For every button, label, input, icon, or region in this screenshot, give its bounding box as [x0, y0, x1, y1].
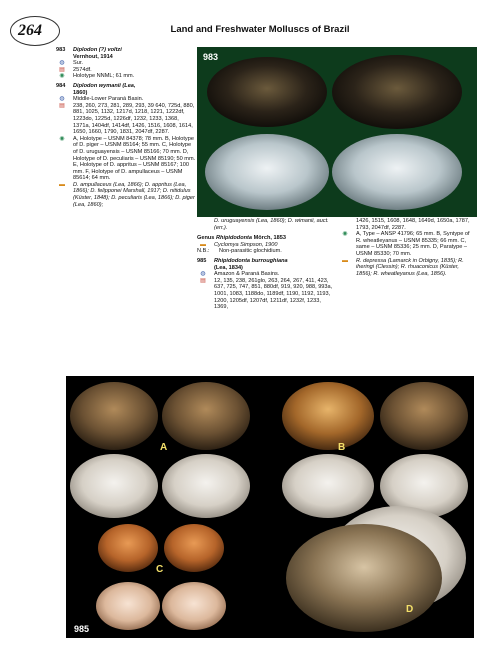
reference-continued: 1426, 1515, 1608, 1648, 1649d, 1650a, 1787, 1793, 2047df, 2287. — [356, 218, 470, 231]
shell-exterior-left — [207, 57, 327, 127]
distribution-text: Sur. — [73, 60, 83, 67]
shell-c-interior-left — [96, 582, 160, 630]
shell-a-interior-right — [162, 454, 250, 518]
entry-number: 983 — [56, 47, 66, 53]
synonym-line — [197, 242, 335, 249]
figure-letter-b: B — [338, 442, 346, 453]
synonym-line — [339, 258, 475, 278]
shell-a-exterior-right — [162, 382, 250, 450]
type-text: A, Type – ANSP 41796; 65 mm. B, Syntype of R. wheatleyanus – USNM 85335; 66 mm. C, same – USNM 85336; 25 mm. D, Paratype – USNM 85330; 70 mm. — [356, 231, 470, 257]
shell-a-interior-left — [70, 454, 158, 518]
entry-983-heading — [56, 47, 196, 54]
type-text: A, Holotype – USNM 84378; 78 mm. B, Holotype of D. piger – USNM 85164; 55 mm. C, Holotype of D. uruguayensis – USNM 85166; 70 mm. D, Holotype of D. peculiaris – USNM 85190; 50 mm. E, Holotype of D. appritus – USNM 85167; 100 mm. F, Holotype of D. ampullaceus – USNM 85614; 64 mm. — [73, 135, 196, 182]
globe-icon: ◍ — [59, 96, 65, 103]
type-line — [56, 136, 196, 182]
plate-number: 983 — [203, 52, 219, 62]
eye-icon: ◉ — [342, 231, 348, 238]
page-number: 264 — [18, 22, 42, 39]
synonym-icon: ▬ — [342, 257, 348, 264]
distribution-line — [197, 271, 335, 278]
genus-name: Rhipidodonta — [215, 235, 253, 242]
species-name: Diplodon wymanii (Lea, — [73, 82, 136, 89]
distribution-text: Amazon & Paraná Basins. — [214, 271, 280, 278]
figure-letter-a: A — [160, 442, 168, 453]
type-line — [339, 231, 475, 257]
text-column-middle — [197, 218, 335, 311]
shell-photo-983 — [197, 47, 477, 217]
distribution-text: Middle-Lower Paraná Basin. — [73, 96, 144, 103]
book-icon: ▤ — [59, 66, 65, 73]
entry-985-heading — [197, 258, 335, 265]
synonym-icon: ▬ — [200, 241, 206, 248]
eye-icon: ◉ — [59, 135, 65, 142]
shell-a-exterior-left — [70, 382, 158, 450]
entry-number: 985 — [197, 257, 207, 264]
note-label: N.B.: — [197, 248, 210, 255]
distribution-line — [56, 96, 196, 103]
genus-author: Mörch, 1853 — [253, 235, 286, 242]
page-number-badge — [10, 16, 60, 46]
shell-d-exterior — [286, 524, 442, 632]
genus-heading — [197, 235, 335, 242]
shell-photo-985 — [66, 376, 474, 638]
reference-line — [56, 103, 196, 136]
synonym-text: D. ampullaceus (Lea, 1866); D. appritus (Lea, 1866); D. felipponei Marshall, 1917; D. nitidulus (Küster, 1848); D. peculiaris (Lea, 1866); D. piger (Lea, 1860); — [73, 181, 195, 208]
shell-b-exterior-left — [282, 382, 374, 450]
book-title: Land and Freshwater Molluscs of Brazil — [170, 24, 350, 35]
globe-icon: ◍ — [59, 60, 65, 67]
shell-interior-right — [332, 134, 462, 210]
plate-983 — [197, 47, 477, 217]
genus-prefix: Genus — [197, 235, 215, 242]
book-icon: ▤ — [200, 277, 206, 284]
synonym-text: R. depressa (Lamarck in Orbigny, 1835); R. iheringi (Clessin); R. rhuaconicus (Küster, 1856); R. wheatleyanus (Lea, 1856). — [356, 257, 464, 277]
reference-line — [197, 278, 335, 311]
eye-icon: ◉ — [59, 73, 65, 80]
book-icon: ▤ — [59, 102, 65, 109]
species-name: Rhipidodonta burroughiana — [214, 257, 288, 264]
shell-c-interior-right — [162, 582, 226, 630]
type-text: Holotype NNML; 61 mm. — [73, 73, 135, 80]
shell-b-interior-left — [282, 454, 374, 518]
text-column-right — [339, 218, 475, 277]
text-column-left — [56, 45, 196, 208]
synonym-continued: D. uruguayensis (Lea, 1860); D. wimanii, auct. (err.). — [214, 218, 329, 231]
reference-text: 12, 135, 238, 261glo, 263, 264, 267, 411, 423, 637, 725, 747, 851, 880df, 919, 920, 988, 993a, 1001, 1083, 1188do, 1189df, 1190, 1192, 1193, 1200, 1205df, 1207df, 1211df, 1232f, 1233, 1369, — [214, 277, 333, 311]
entry-984-heading — [56, 83, 196, 90]
shell-c-exterior-right — [164, 524, 224, 572]
shell-interior-left — [205, 134, 329, 210]
note-text: Non-parasitic glochidium. — [219, 248, 282, 255]
plate-985 — [66, 376, 474, 638]
species-author: (Lea, 1834) — [214, 264, 243, 271]
reference-text: 238, 260, 273, 281, 289, 293, 39 640, 725d, 880, 881, 1025, 1132, 1217d, 1218, 1221, 1222df, 1223do, 1225d, 1226df, 1232, 1233, 1368, 1371a, 1404df, 1414df, 1426, 1516, 1608, 1614, 1650, 1660, 1790, 1831, 2047df, 2287. — [73, 102, 195, 136]
reference-line — [56, 67, 196, 74]
note-line — [197, 248, 335, 255]
globe-icon: ◍ — [200, 271, 206, 278]
type-line — [56, 73, 196, 80]
species-author: Vernhout, 1914 — [73, 53, 113, 60]
synonym-icon: ▬ — [59, 181, 65, 188]
synonym-text: Cyclomya Simpson, 1900 — [214, 241, 278, 248]
reference-text: 2574df. — [73, 66, 92, 73]
synonym-line — [56, 182, 196, 208]
species-author: 1860) — [73, 89, 88, 96]
shell-exterior-right — [332, 55, 462, 129]
figure-letter-c: C — [156, 564, 164, 575]
shell-b-exterior-right — [380, 382, 468, 450]
plate-number: 985 — [74, 624, 90, 634]
figure-letter-d: D — [406, 604, 414, 615]
shell-c-exterior-left — [98, 524, 158, 572]
entry-number: 984 — [56, 82, 66, 89]
distribution-line — [56, 60, 196, 67]
species-name: Diplodon (?) voltzi — [73, 47, 122, 53]
